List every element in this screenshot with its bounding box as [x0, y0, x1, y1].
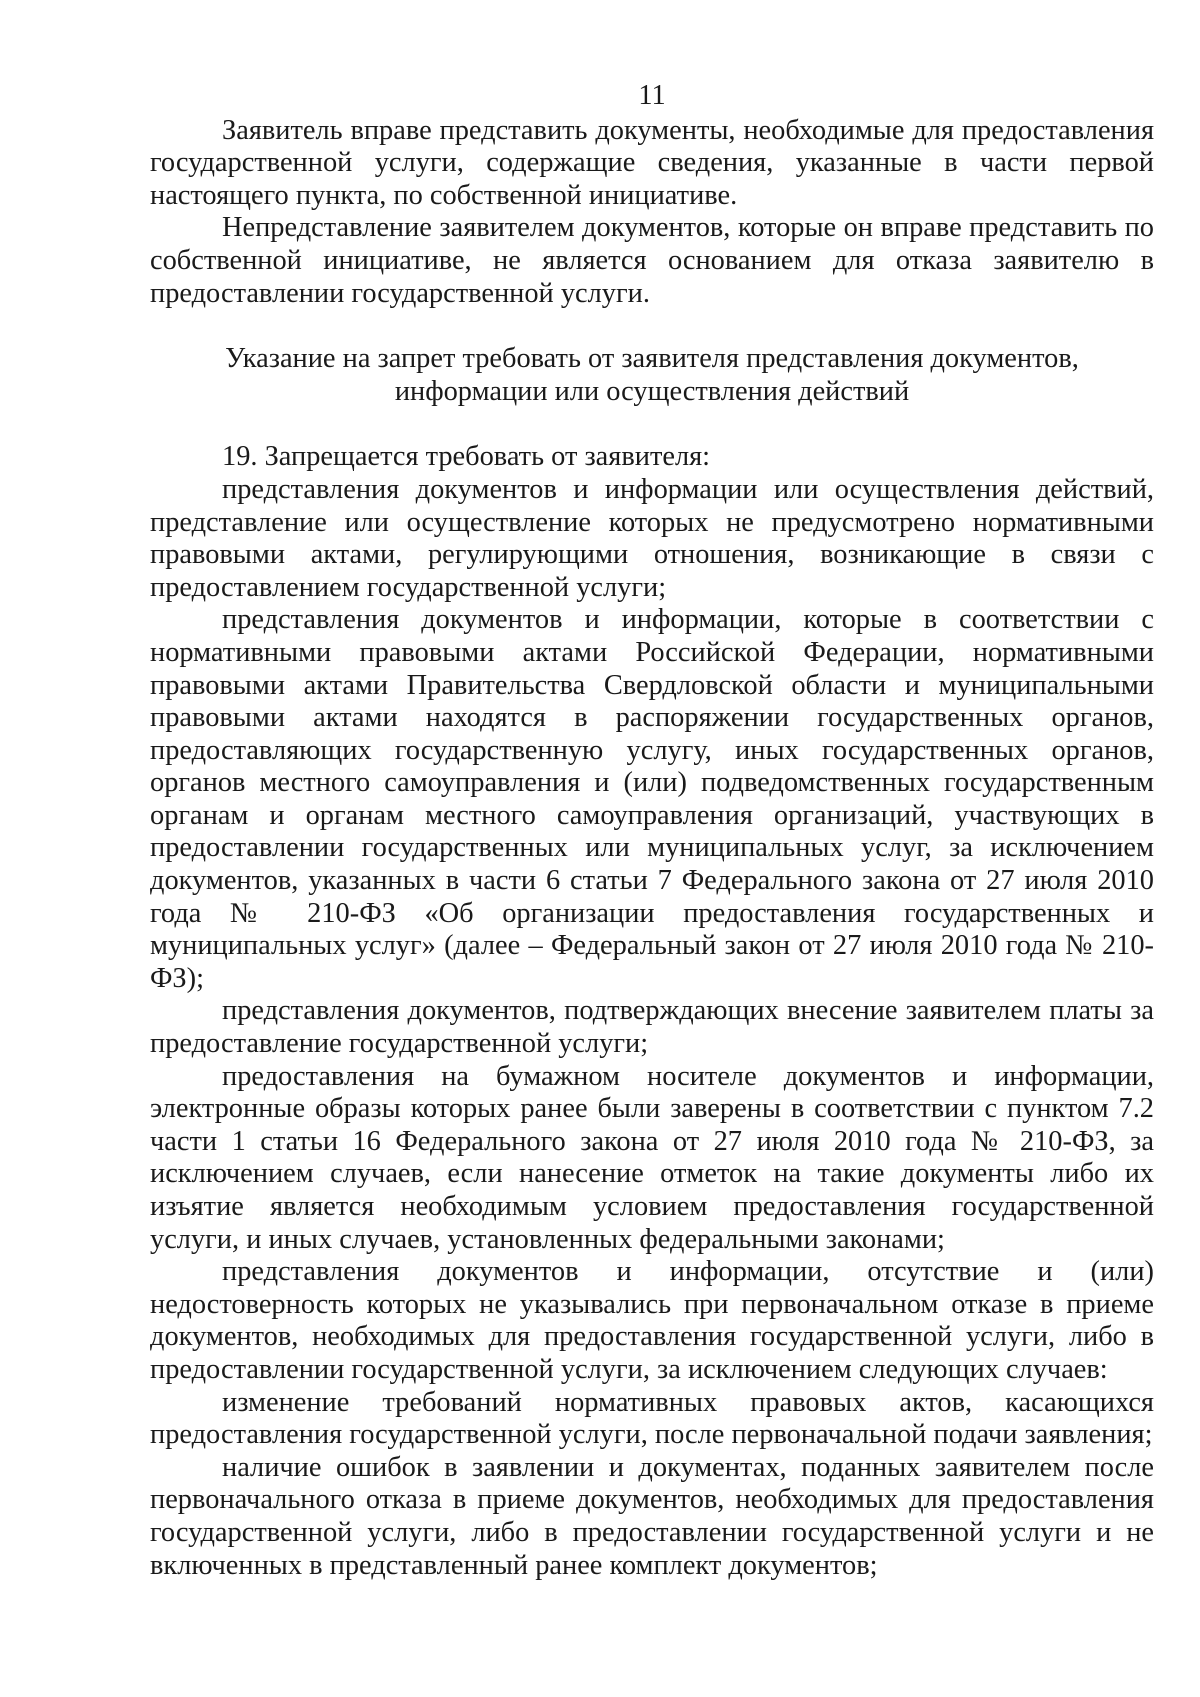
clause-19-intro: 19. Запрещается требовать от заявителя:	[222, 441, 711, 473]
section-heading	[150, 343, 1154, 408]
section-heading-line-2: информации или осуществления действий	[394, 375, 910, 407]
clause-item-unregulated-actions: представления документов и информации или осуществления действий, представление или осуществление которых не предусмотрено нормативными правовыми актами, регулирующими отношения, возникающие в связи с предоставлением государственной услуги;	[150, 473, 1154, 603]
exception-requirements-change: изменение требований нормативных правовых актов, касающихся предоставления государственной услуги, после первоначальной подачи заявления;	[150, 1386, 1154, 1451]
clause-item-documents-held-by-agencies: представления документов и информации, которые в соответствии с нормативными правовыми актами Российской Федерации, нормативными правовыми актами Правительства Свердловской области и муниципальными правовыми актами находятся в распоряжении государственных органов, предоставляющих государственную услугу, иных государственных органов, органов местного самоуправления и (или) подведомственных государственным органам и органам местного самоуправления организаций, участвующих в предоставлении государственных или муниципальных услуг, за исключением документов, указанных в части 6 статьи 7 Федерального закона от 27 июля 2010 года № 210-ФЗ «Об организации предоставления государственных и муниципальных услуг» (далее – Федеральный закон от 27 июля 2010 года № 210-ФЗ);	[150, 604, 1154, 994]
clause-item-payment-proof: представления документов, подтверждающих внесение заявителем платы за предоставление государственной услуги;	[150, 995, 1154, 1060]
exception-errors-in-application: наличие ошибок в заявлении и документах, поданных заявителем после первоначального отказа в приеме документов, необходимых для предоставления государственной услуги, либо в предоставлении государственной услуги и не включенных в представленный ранее комплект документов;	[150, 1451, 1154, 1581]
paragraph-non-submission: Непредставление заявителем документов, которые он вправе представить по собственной инициативе, не является основанием для отказа заявителю в предоставлении государственной услуги.	[150, 212, 1154, 309]
paragraph-applicant-right: Заявитель вправе представить документы, необходимые для предоставления государственной услуги, содержащие сведения, указанные в части первой настоящего пункта, по собственной инициативе.	[150, 114, 1154, 211]
clause-item-paper-copies: предоставления на бумажном носителе документов и информации, электронные образы которых ранее были заверены в соответствии с пунктом 7.2 части 1 статьи 16 Федерального закона от 27 июля 2010 года № 210-ФЗ, за исключением случаев, если нанесение отметок на такие документы либо их изъятие является необходимым условием предоставления государственной услуги, и иных случаев, установленных федеральными законами;	[150, 1060, 1154, 1255]
section-heading-line-1: Указание на запрет требовать от заявителя представления документов,	[225, 343, 1079, 375]
page-number: 11	[638, 80, 666, 111]
document-page	[150, 80, 1154, 1582]
clause-item-unmentioned-deficiencies: представления документов и информации, отсутствие и (или) недостоверность которых не указывались при первоначальном отказе в приеме документов, необходимых для предоставления государственной услуги, либо в предоставлении государственной услуги, за исключением следующих случаев:	[150, 1256, 1154, 1385]
